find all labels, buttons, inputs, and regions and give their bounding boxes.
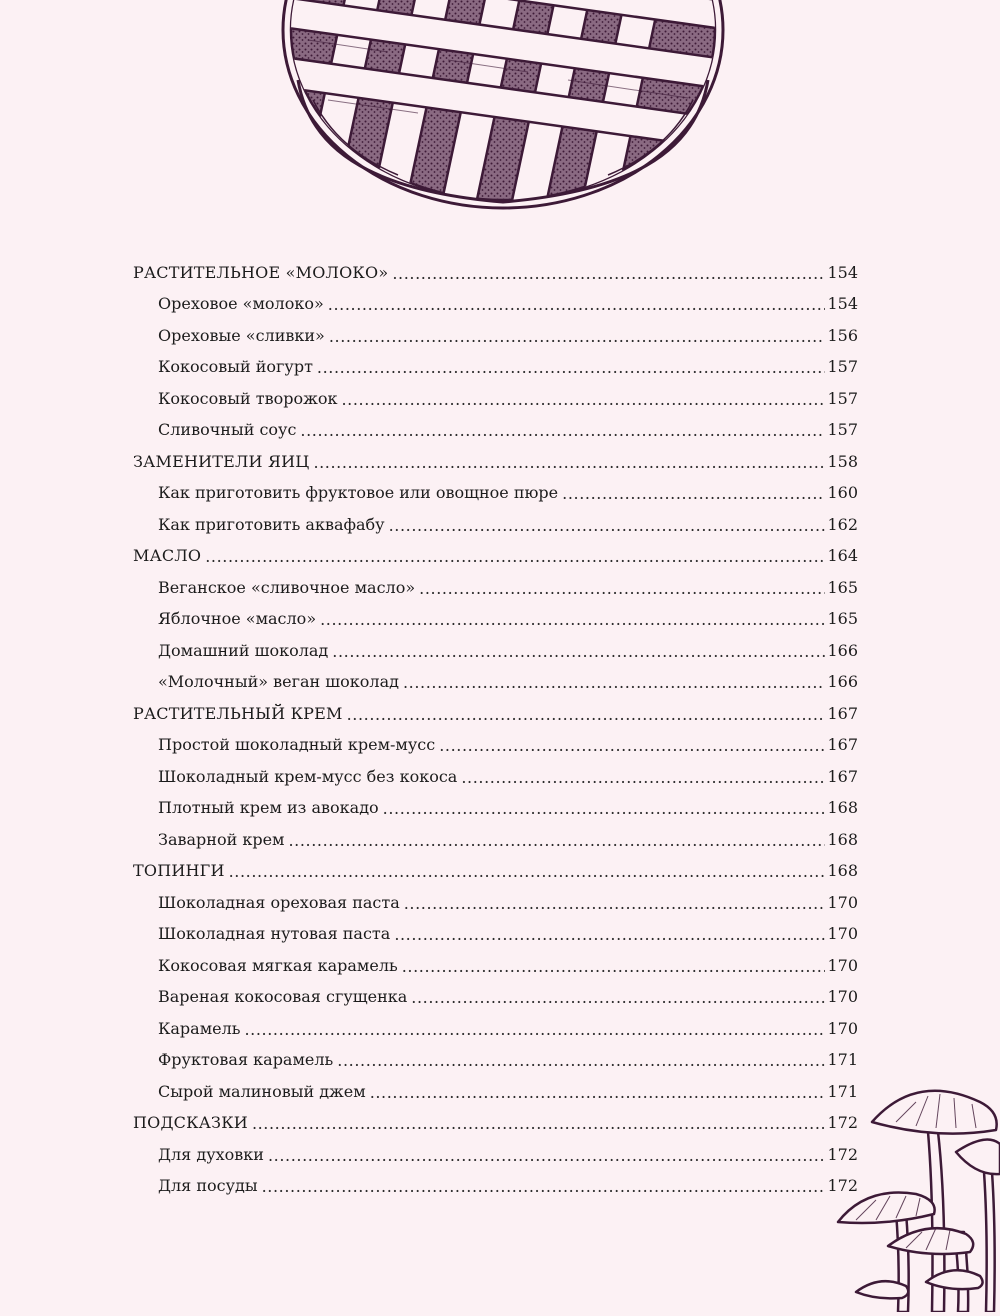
toc-title: Шоколадная нутовая паста [158,924,391,944]
toc-dot-leader [328,295,826,315]
toc-title: Плотный крем из авокадо [158,798,379,818]
toc-page-number: 166 [827,640,858,660]
toc-entry[interactable] [133,793,858,825]
toc-page-number: 157 [827,420,858,440]
toc-section[interactable] [133,698,858,730]
toc-section[interactable] [133,1108,858,1140]
toc-dot-leader [383,799,826,819]
toc-page-number: 166 [827,672,858,692]
toc-page-number: 167 [827,703,858,723]
toc-page-number: 170 [827,892,858,912]
toc-page-number: 164 [827,546,858,566]
toc-title: Яблочное «масло» [158,609,317,629]
toc-entry[interactable] [133,383,858,415]
toc-entry[interactable] [133,320,858,352]
toc-title: Заварной крем [158,829,285,849]
toc-dot-leader [229,862,826,882]
toc-dot-leader [347,705,826,725]
toc-dot-leader [562,484,825,504]
toc-dot-leader [337,1051,825,1071]
lattice-pie-icon [268,0,738,210]
toc-page-number: 170 [827,1018,858,1038]
toc-title: ЗАМЕНИТЕЛИ ЯИЦ [133,451,310,471]
toc-entry[interactable] [133,824,858,856]
toc-dot-leader [402,957,826,977]
toc-entry[interactable] [133,509,858,541]
toc-dot-leader [341,390,825,410]
toc-page-number: 172 [827,1144,858,1164]
toc-title: Для посуды [158,1176,258,1196]
toc-page-number: 157 [827,357,858,377]
toc-section[interactable] [133,257,858,289]
toc-dot-leader [252,1114,826,1134]
toc-entry[interactable] [133,478,858,510]
toc-entry[interactable] [133,289,858,321]
toc-page-number: 165 [827,609,858,629]
toc-page-number: 167 [827,735,858,755]
toc-title: Карамель [158,1018,241,1038]
toc-title: «Молочный» веган шоколад [158,672,399,692]
toc-dot-leader [461,768,825,788]
toc-title: Веганское «сливочное масло» [158,577,416,597]
toc-dot-leader [394,925,825,945]
toc-page-number: 154 [827,294,858,314]
toc-title: Ореховое «молоко» [158,294,324,314]
toc-page-number: 158 [827,451,858,471]
toc-dot-leader [262,1177,826,1197]
toc-dot-leader [268,1146,826,1166]
toc-dot-leader [370,1083,826,1103]
toc-dot-leader [403,673,825,693]
table-of-contents [133,257,858,1202]
toc-title: Кокосовый йогурт [158,357,313,377]
toc-title: ПОДСКАЗКИ [133,1113,248,1133]
toc-title: Для духовки [158,1144,264,1164]
toc-page-number: 165 [827,577,858,597]
toc-page-number: 168 [827,829,858,849]
toc-dot-leader [332,642,825,662]
toc-entry[interactable] [133,572,858,604]
toc-entry[interactable] [133,604,858,636]
toc-title: Как приготовить фруктовое или овощное пюре [158,483,559,503]
toc-page-number: 154 [827,262,858,282]
toc-entry[interactable] [133,730,858,762]
toc-entry[interactable] [133,887,858,919]
toc-entry[interactable] [133,919,858,951]
toc-title: Ореховые «сливки» [158,325,325,345]
toc-page-number: 167 [827,766,858,786]
toc-title: Сырой малиновый джем [158,1081,366,1101]
toc-dot-leader [439,736,825,756]
toc-dot-leader [205,547,825,567]
toc-page-number: 170 [827,987,858,1007]
toc-section[interactable] [133,541,858,573]
toc-page-number: 168 [827,861,858,881]
toc-entry[interactable] [133,1045,858,1077]
toc-dot-leader [392,264,825,284]
toc-entry[interactable] [133,1076,858,1108]
toc-page-number: 170 [827,955,858,975]
toc-entry[interactable] [133,1139,858,1171]
toc-title: Кокосовый творожок [158,388,338,408]
toc-dot-leader [313,453,825,473]
toc-page-number: 172 [827,1113,858,1133]
toc-title: Фруктовая карамель [158,1050,334,1070]
toc-dot-leader [289,831,826,851]
toc-dot-leader [245,1020,826,1040]
toc-dot-leader [329,327,826,347]
toc-page-number: 160 [827,483,858,503]
toc-section[interactable] [133,446,858,478]
toc-title: Шоколадный крем-мусс без кокоса [158,766,458,786]
toc-dot-leader [320,610,825,630]
mushrooms-icon [836,1082,1000,1312]
toc-title: ТОПИНГИ [133,861,225,881]
toc-entry[interactable] [133,761,858,793]
toc-title: Шоколадная ореховая паста [158,892,400,912]
toc-title: Домашний шоколад [158,640,329,660]
toc-entry[interactable] [133,415,858,447]
toc-title: Простой шоколадный крем-мусс [158,735,436,755]
toc-title: Кокосовая мягкая карамель [158,955,398,975]
toc-title: РАСТИТЕЛЬНЫЙ КРЕМ [133,703,343,723]
toc-entry[interactable] [133,352,858,384]
toc-title: МАСЛО [133,546,202,566]
toc-page-number: 168 [827,798,858,818]
toc-page-number: 156 [827,325,858,345]
toc-entry[interactable] [133,982,858,1014]
toc-entry[interactable] [133,1013,858,1045]
toc-title: Вареная кокосовая сгущенка [158,987,408,1007]
toc-dot-leader [317,358,826,378]
toc-page-number: 157 [827,388,858,408]
toc-page-number: 171 [827,1081,858,1101]
toc-page-number: 162 [827,514,858,534]
toc-entry[interactable] [133,635,858,667]
toc-dot-leader [389,516,826,536]
toc-page-number: 172 [827,1176,858,1196]
toc-page-number: 170 [827,924,858,944]
toc-title: Сливочный соус [158,420,297,440]
toc-entry[interactable] [133,667,858,699]
toc-entry[interactable] [133,950,858,982]
toc-title: РАСТИТЕЛЬНОЕ «МОЛОКО» [133,262,389,282]
toc-title: Как приготовить аквафабу [158,514,385,534]
toc-dot-leader [419,579,825,599]
toc-dot-leader [404,894,826,914]
toc-page-number: 171 [827,1050,858,1070]
toc-section[interactable] [133,856,858,888]
toc-dot-leader [411,988,825,1008]
toc-dot-leader [300,421,825,441]
toc-entry[interactable] [133,1171,858,1203]
